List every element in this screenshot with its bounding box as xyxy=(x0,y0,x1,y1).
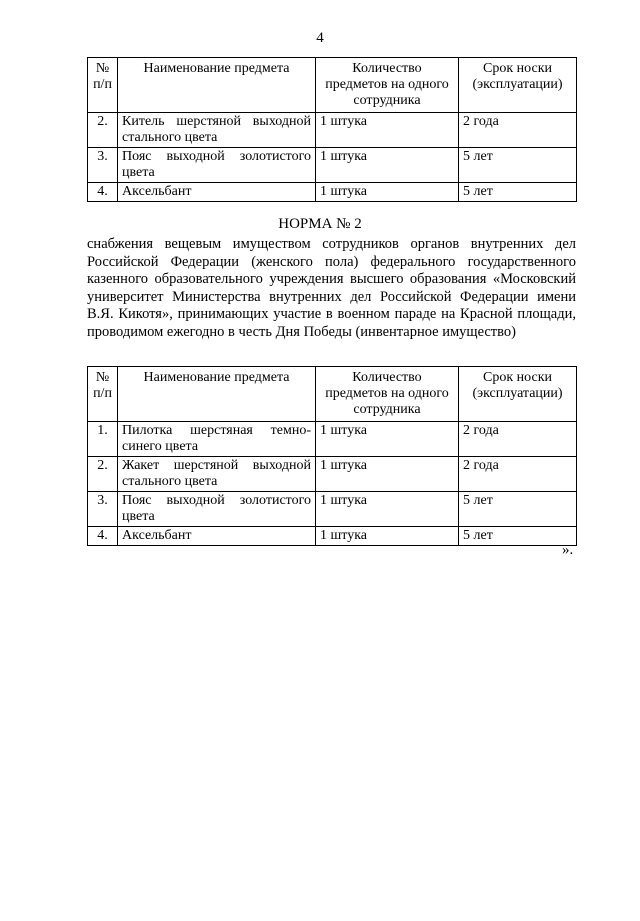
row-name: Пилотка шерстяная темно-синего цвета xyxy=(118,422,316,457)
table-row xyxy=(88,113,577,148)
table-row xyxy=(88,457,577,492)
row-qty: 1 штука xyxy=(316,148,459,183)
row-name: Китель шерстяной выходной стального цвета xyxy=(118,113,316,148)
header-term: Срок носки (эксплуатации) xyxy=(459,367,577,422)
row-term: 5 лет xyxy=(459,492,577,527)
row-qty: 1 штука xyxy=(316,113,459,148)
header-term: Срок носки (эксплуатации) xyxy=(459,58,577,113)
table-header-row xyxy=(88,58,577,113)
table-header-row xyxy=(88,367,577,422)
row-qty: 1 штука xyxy=(316,422,459,457)
row-term: 2 года xyxy=(459,457,577,492)
row-num: 4. xyxy=(88,183,118,202)
header-num: № п/п xyxy=(88,58,118,113)
row-name: Аксельбант xyxy=(118,183,316,202)
row-term: 5 лет xyxy=(459,183,577,202)
row-num: 1. xyxy=(88,422,118,457)
norm-1-continuation-table xyxy=(87,57,577,202)
header-num: № п/п xyxy=(88,367,118,422)
row-num: 4. xyxy=(88,527,118,546)
row-qty: 1 штука xyxy=(316,457,459,492)
table-row xyxy=(88,492,577,527)
row-num: 2. xyxy=(88,457,118,492)
header-name: Наименование предмета xyxy=(118,58,316,113)
row-term: 5 лет xyxy=(459,148,577,183)
row-qty: 1 штука xyxy=(316,527,459,546)
row-term: 2 года xyxy=(459,422,577,457)
row-qty: 1 штука xyxy=(316,183,459,202)
closing-quote-mark: ». xyxy=(562,542,574,558)
table-row xyxy=(88,422,577,457)
header-name: Наименование предмета xyxy=(118,367,316,422)
row-name: Жакет шерстяной выходной стального цвета xyxy=(118,457,316,492)
norm-2-title: НОРМА № 2 xyxy=(278,216,362,232)
row-term: 5 лет xyxy=(459,527,577,546)
row-name: Аксельбант xyxy=(118,527,316,546)
row-name: Пояс выходной золотистого цвета xyxy=(118,148,316,183)
row-name: Пояс выходной золотистого цвета xyxy=(118,492,316,527)
row-num: 3. xyxy=(88,492,118,527)
row-term: 2 года xyxy=(459,113,577,148)
header-qty: Количество предметов на одного сотрудника xyxy=(316,367,459,422)
table-row xyxy=(88,183,577,202)
header-qty: Количество предметов на одного сотрудника xyxy=(316,58,459,113)
norm-2-description: снабжения вещевым имуществом сотрудников органов внутренних дел Российской Федерации (женского пола) федерального государственного казенного образовательного учреждения высшего образования «Московский университет Министерства внутренних дел Российской Федерации имени В.Я. Кикотя», принимающих участие в военном параде на Красной площади, проводимом ежегодно в честь Дня Победы (инвентарное имущество) xyxy=(87,236,576,340)
page-number: 4 xyxy=(316,30,324,46)
row-qty: 1 штука xyxy=(316,492,459,527)
table-row xyxy=(88,148,577,183)
row-num: 3. xyxy=(88,148,118,183)
table-row xyxy=(88,527,577,546)
norm-2-table xyxy=(87,366,577,546)
row-num: 2. xyxy=(88,113,118,148)
